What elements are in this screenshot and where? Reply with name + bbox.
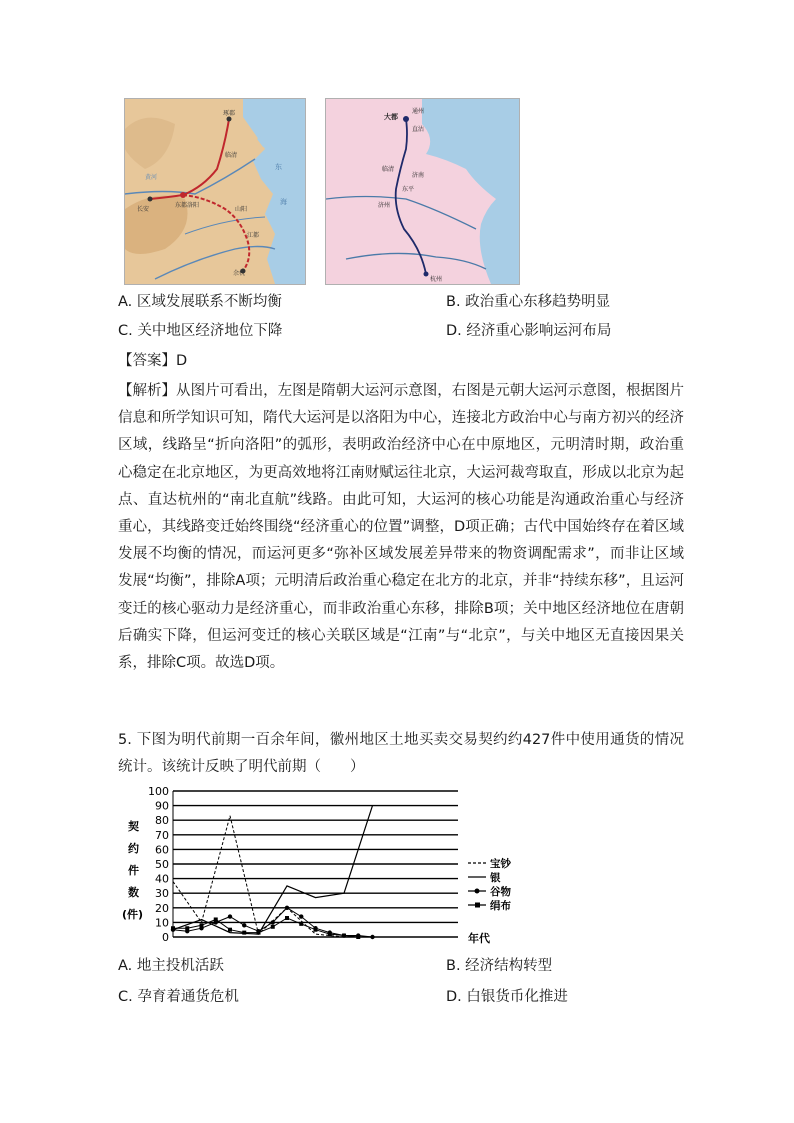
y-tick-label: 90 [155, 799, 169, 813]
currency-chart [118, 785, 538, 945]
legend-marker [475, 889, 480, 894]
map-label: 黄河 [145, 174, 158, 181]
map-label: 东平 [402, 186, 415, 193]
analysis-paragraph: 【解析】从图片可看出，左图是隋朝大运河示意图，右图是元朝大运河示意图，根据图片信息和所学知识可知，隋代大运河是以洛阳为中心，连接北方政治中心与南方初兴的经济区域，线路呈“折向洛阳”的弧形，表明政治经济中心在中原地区，元明清时期，政治重心稳定在北京地区，为更高效地将江南财赋运往北京，大运河裁弯取直，形成以北京为起点、直达杭州的“南北直航”线路。由此可知，大运河的核心功能是沟通政治重心与经济重心，其线路变迁始终围绕“经济重心的位置”调整，D项正确；古代中国始终存在着区域发展不均衡的情况，而运河更多“弥补区域发展差异带来的物资调配需求”，而非让区域发展“均衡”，排除A项；元明清后政治重心稳定在北方的北京，并非“持续东移”，且运河变迁的核心驱动力是经济重心，而非政治重心东移，排除B项；关中地区经济地位在唐朝后确实下降，但运河变迁的核心关联区域是“江南”与“北京”，与关中地区无直接因果关系，排除C项。故选D项。 [118, 383, 684, 672]
x-axis-label: 年代 [468, 932, 490, 945]
y-axis-label-char: 契 [128, 820, 139, 833]
map-label: 山阳 [235, 206, 248, 213]
legend-label: 银 [490, 872, 501, 884]
map-label: 临清 [225, 152, 238, 159]
y-tick-label: 70 [155, 828, 169, 842]
sui-canal-map [124, 98, 306, 285]
map-label: 东 [275, 163, 282, 171]
map-label: 海 [280, 198, 287, 206]
y-tick-label: 40 [155, 872, 169, 886]
data-point [370, 935, 374, 939]
option-a[interactable]: A. 地主投机活跃 [118, 958, 224, 974]
question-stem: 5. 下图为明代前期一百余年间，徽州地区土地买卖交易契约约427件中使用通货的情况统计。该统计反映了明代前期（ ） [118, 732, 684, 776]
y-tick-label: 80 [155, 814, 169, 828]
option-a[interactable]: A. 区域发展联系不断均衡 [118, 294, 282, 310]
data-point [271, 925, 275, 929]
map-label: 东都洛阳 [175, 202, 200, 209]
map-label: 琢郡 [223, 110, 236, 117]
data-point [299, 914, 303, 918]
y-axis-label-char: (件) [122, 908, 144, 921]
y-axis-label-char: 约 [128, 842, 139, 855]
data-point [285, 916, 289, 920]
y-tick-label: 60 [155, 843, 169, 857]
data-point [271, 920, 275, 924]
yuan-canal-map [325, 98, 520, 285]
map-label: 临清 [382, 166, 395, 173]
y-axis-label-char: 件 [128, 864, 139, 877]
y-tick-label: 100 [148, 785, 169, 798]
map-label: 通州 [412, 108, 425, 115]
answer-line: 【答案】D [118, 353, 188, 369]
y-tick-label: 0 [162, 931, 169, 944]
legend-label: 宝钞 [490, 858, 511, 870]
data-point [200, 923, 204, 927]
data-point [228, 914, 232, 918]
map-label: 余杭 [233, 270, 246, 277]
data-point [342, 934, 346, 938]
map-label: 长安 [137, 206, 150, 213]
map-label: 济南 [412, 172, 425, 179]
option-b[interactable]: B. 政治重心东移趋势明显 [446, 294, 611, 310]
legend-label: 绢布 [490, 900, 511, 912]
y-tick-label: 10 [155, 916, 169, 930]
data-point [299, 922, 303, 926]
data-point [185, 926, 189, 930]
map-label: 杭州 [430, 276, 443, 283]
option-c[interactable]: C. 孕育着通货危机 [118, 989, 239, 1005]
option-d[interactable]: D. 白银货币化推进 [446, 989, 568, 1005]
map-label: 济州 [378, 202, 391, 209]
legend-label: 谷物 [490, 886, 511, 898]
data-point [356, 935, 360, 939]
data-point [314, 928, 318, 932]
data-point [214, 917, 218, 921]
data-point [228, 928, 232, 932]
data-point [257, 931, 261, 935]
map-label: 江都 [247, 232, 260, 239]
map-label: 大都 [384, 113, 398, 121]
option-d[interactable]: D. 经济重心影响运河布局 [446, 323, 612, 339]
y-tick-label: 30 [155, 887, 169, 901]
data-point [242, 931, 246, 935]
option-c[interactable]: C. 关中地区经济地位下降 [118, 323, 283, 339]
map-label: 直沽 [412, 126, 425, 133]
legend-marker [475, 903, 480, 908]
option-b[interactable]: B. 经济结构转型 [446, 958, 553, 974]
y-tick-label: 50 [155, 858, 169, 871]
data-point [285, 906, 289, 910]
y-axis-label-char: 数 [128, 886, 139, 899]
data-point [171, 926, 175, 930]
data-point [242, 923, 246, 927]
series-line-银 [173, 806, 373, 935]
y-tick-label: 20 [155, 901, 169, 915]
data-point [328, 932, 332, 936]
